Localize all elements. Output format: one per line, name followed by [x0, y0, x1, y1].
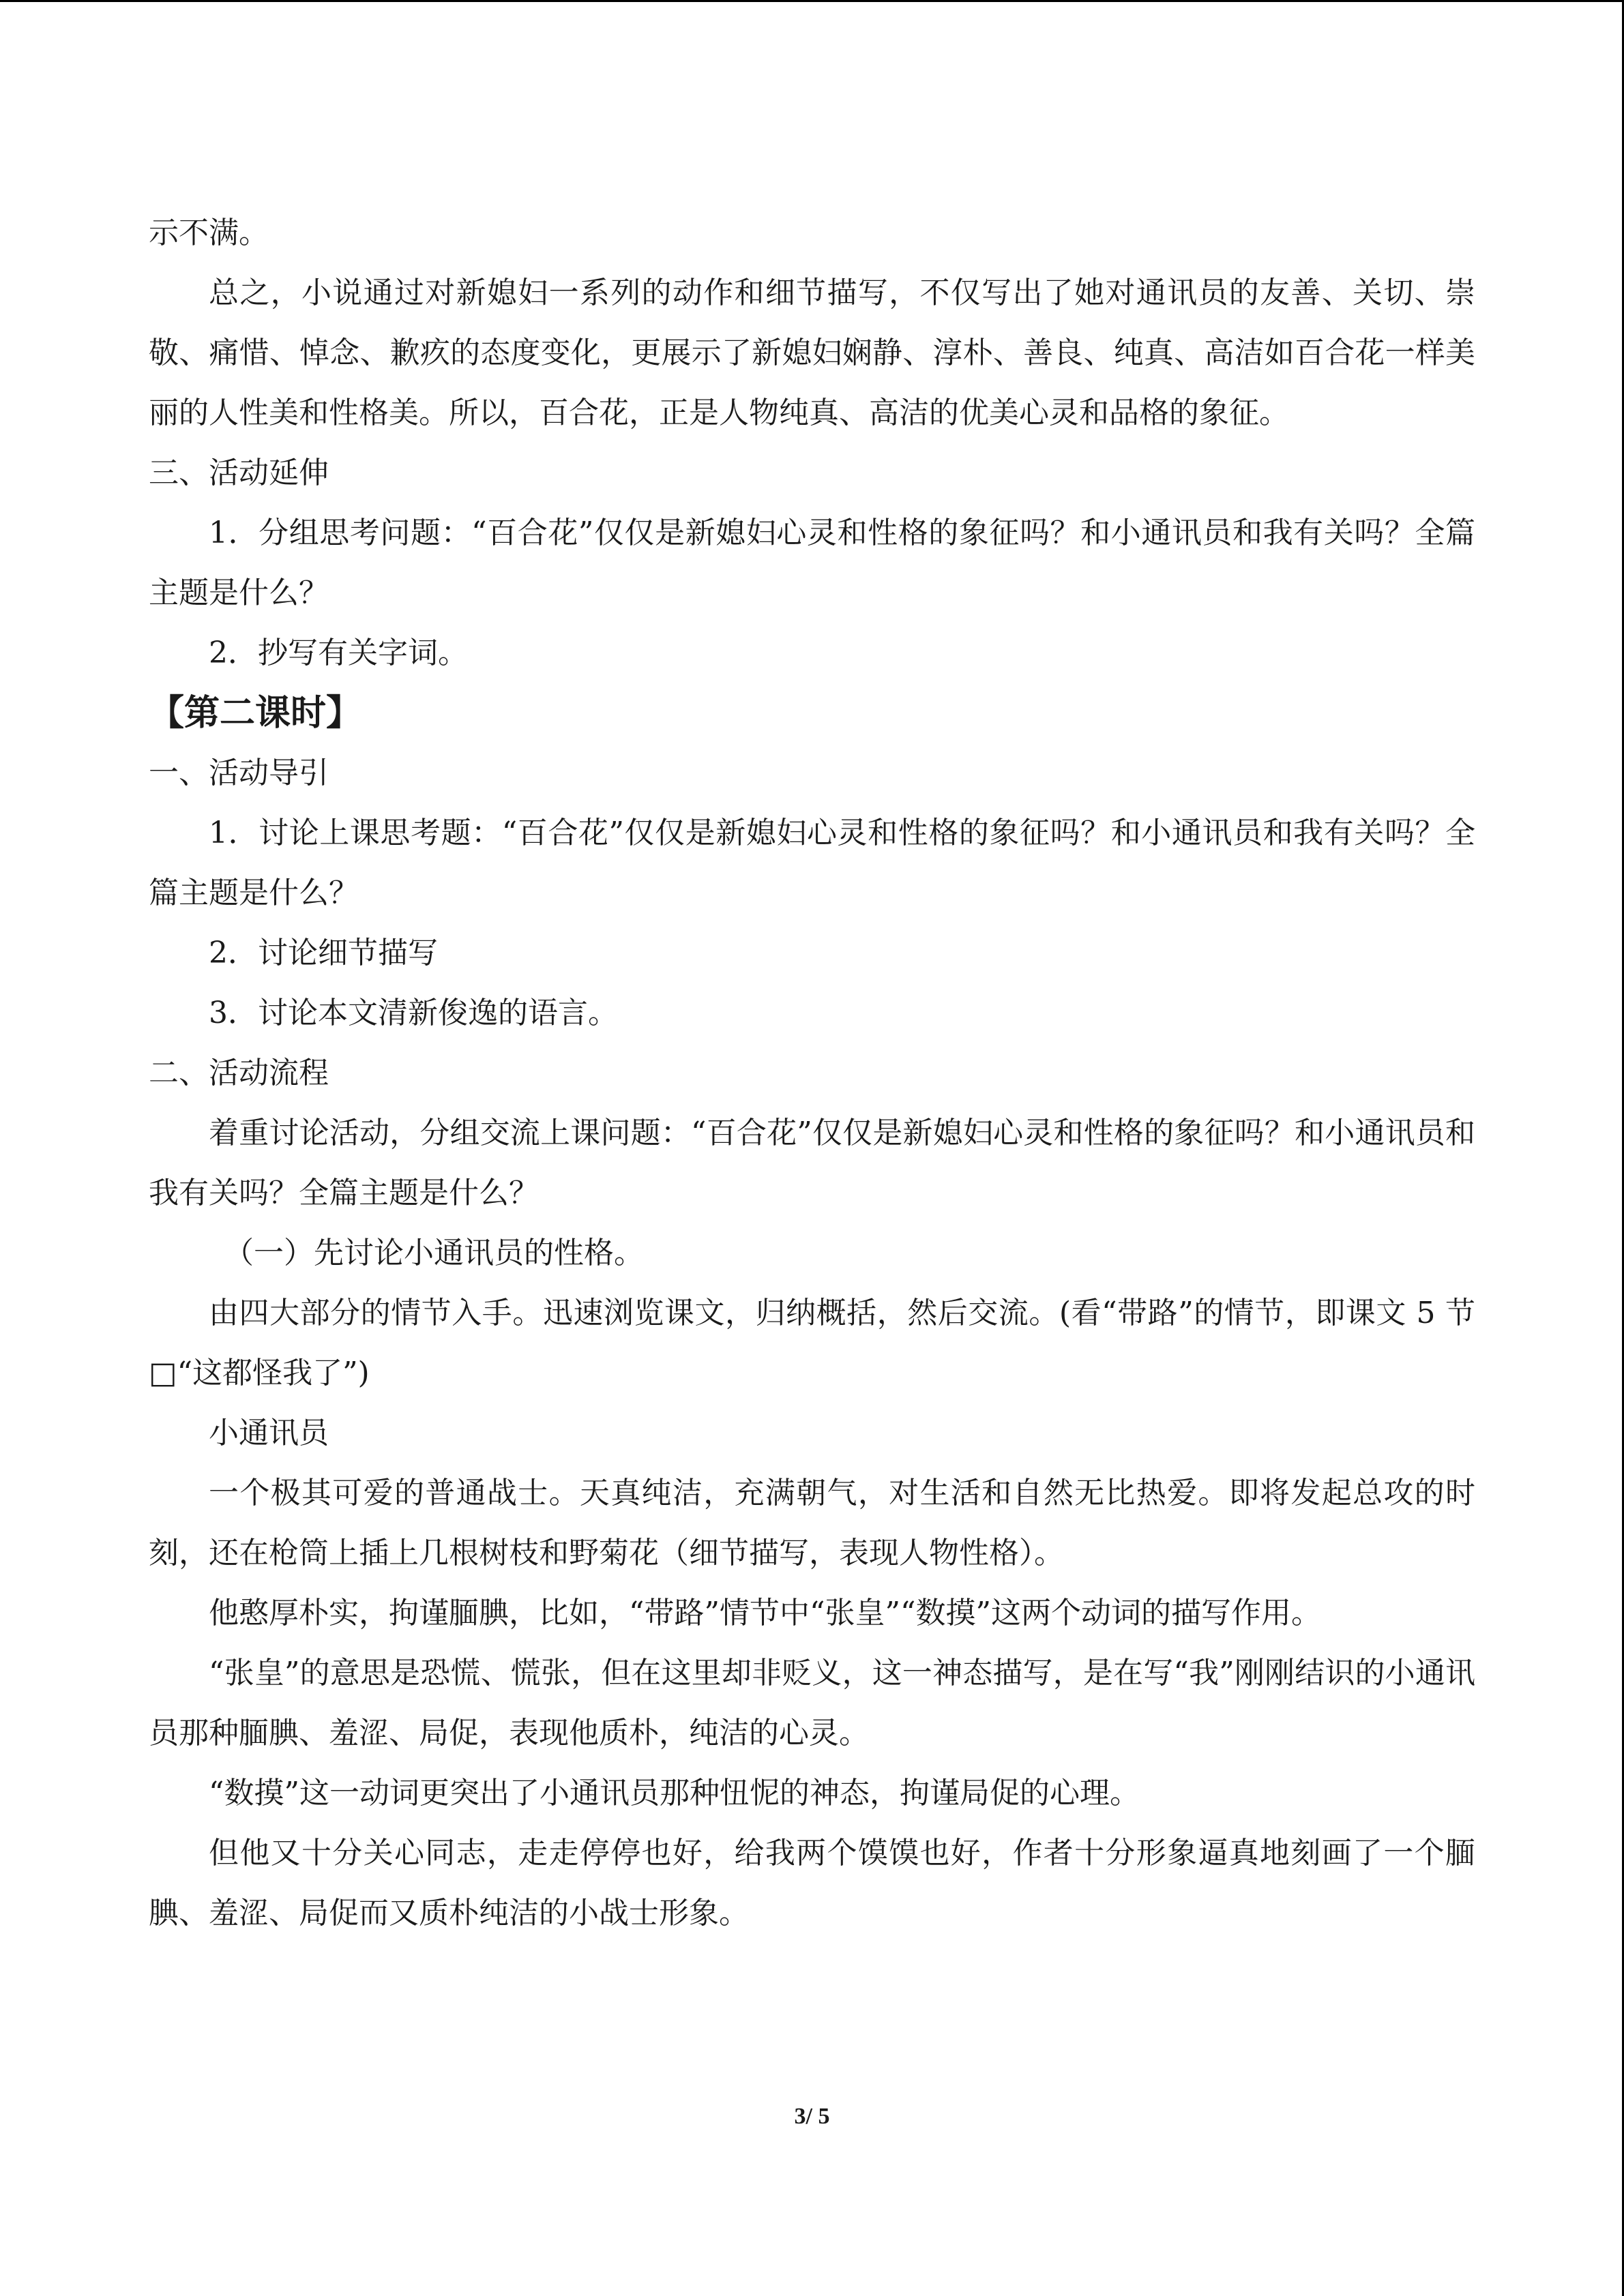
paragraph: 着重讨论活动，分组交流上课问题：“百合花”仅仅是新媳妇心灵和性格的象征吗？和小通讯员和我有关吗？全篇主题是什么？ [149, 1116, 1475, 1210]
list-item: 2．抄写有关字词。 [209, 636, 468, 670]
page-number: 3/ 5 [794, 2104, 830, 2129]
section-title: 一、活动导引 [149, 756, 329, 790]
paragraph: 一个极其可爱的普通战士。天真纯洁，充满朝气，对生活和自然无比热爱。即将发起总攻的时刻，还在枪筒上插上几根树枝和野菊花（细节描写，表现人物性格）。 [149, 1476, 1475, 1570]
paragraph: 总之，小说通过对新媳妇一系列的动作和细节描写，不仅写出了她对通讯员的友善、关切、崇敬、痛惜、悼念、歉疚的态度变化，更展示了新媳妇娴静、淳朴、善良、纯真、高洁如百合花一样美丽的人性美和性格美。所以，百合花，正是人物纯真、高洁的优美心灵和品格的象征。 [149, 275, 1475, 430]
lesson-heading: 【第二课时】 [149, 693, 362, 734]
list-item: 3．讨论本文清新俊逸的语言。 [209, 996, 618, 1030]
paragraph: 小通讯员 [209, 1416, 329, 1450]
section-title: 三、活动延伸 [149, 456, 329, 490]
paragraph: “张皇”的意思是恐慌、慌张，但在这里却非贬义，这一神态描写，是在写“我”刚刚结识的小通讯员那种腼腆、羞涩、局促，表现他质朴，纯洁的心灵。 [149, 1656, 1475, 1750]
paragraph: 他憨厚朴实，拘谨腼腆，比如，“带路”情节中“张皇”“数摸”这两个动词的描写作用。 [209, 1596, 1321, 1630]
list-item: 2．讨论细节描写 [209, 936, 438, 970]
subsection-title: （一）先讨论小通讯员的性格。 [224, 1236, 644, 1270]
paragraph: “数摸”这一动词更突出了小通讯员那种忸怩的神态，拘谨局促的心理。 [209, 1776, 1140, 1810]
paragraph: 示不满。 [149, 215, 269, 250]
section-title: 二、活动流程 [149, 1056, 329, 1090]
document-body [149, 203, 1475, 1943]
paragraph: 由四大部分的情节入手。迅速浏览课文，归纳概括，然后交流。(看“带路”的情节，即课文 5 节□“这都怪我了”) [149, 1296, 1475, 1390]
top-border-rule [0, 0, 1624, 2]
paragraph: 但他又十分关心同志，走走停停也好，给我两个馍馍也好，作者十分形象逼真地刻画了一个腼腆、羞涩、局促而又质朴纯洁的小战士形象。 [149, 1836, 1475, 1930]
list-item: 1．讨论上课思考题：“百合花”仅仅是新媳妇心灵和性格的象征吗？和小通讯员和我有关吗？全篇主题是什么？ [149, 816, 1475, 910]
list-item: 1．分组思考问题：“百合花”仅仅是新媳妇心灵和性格的象征吗？和小通讯员和我有关吗？全篇主题是什么？ [149, 516, 1475, 610]
